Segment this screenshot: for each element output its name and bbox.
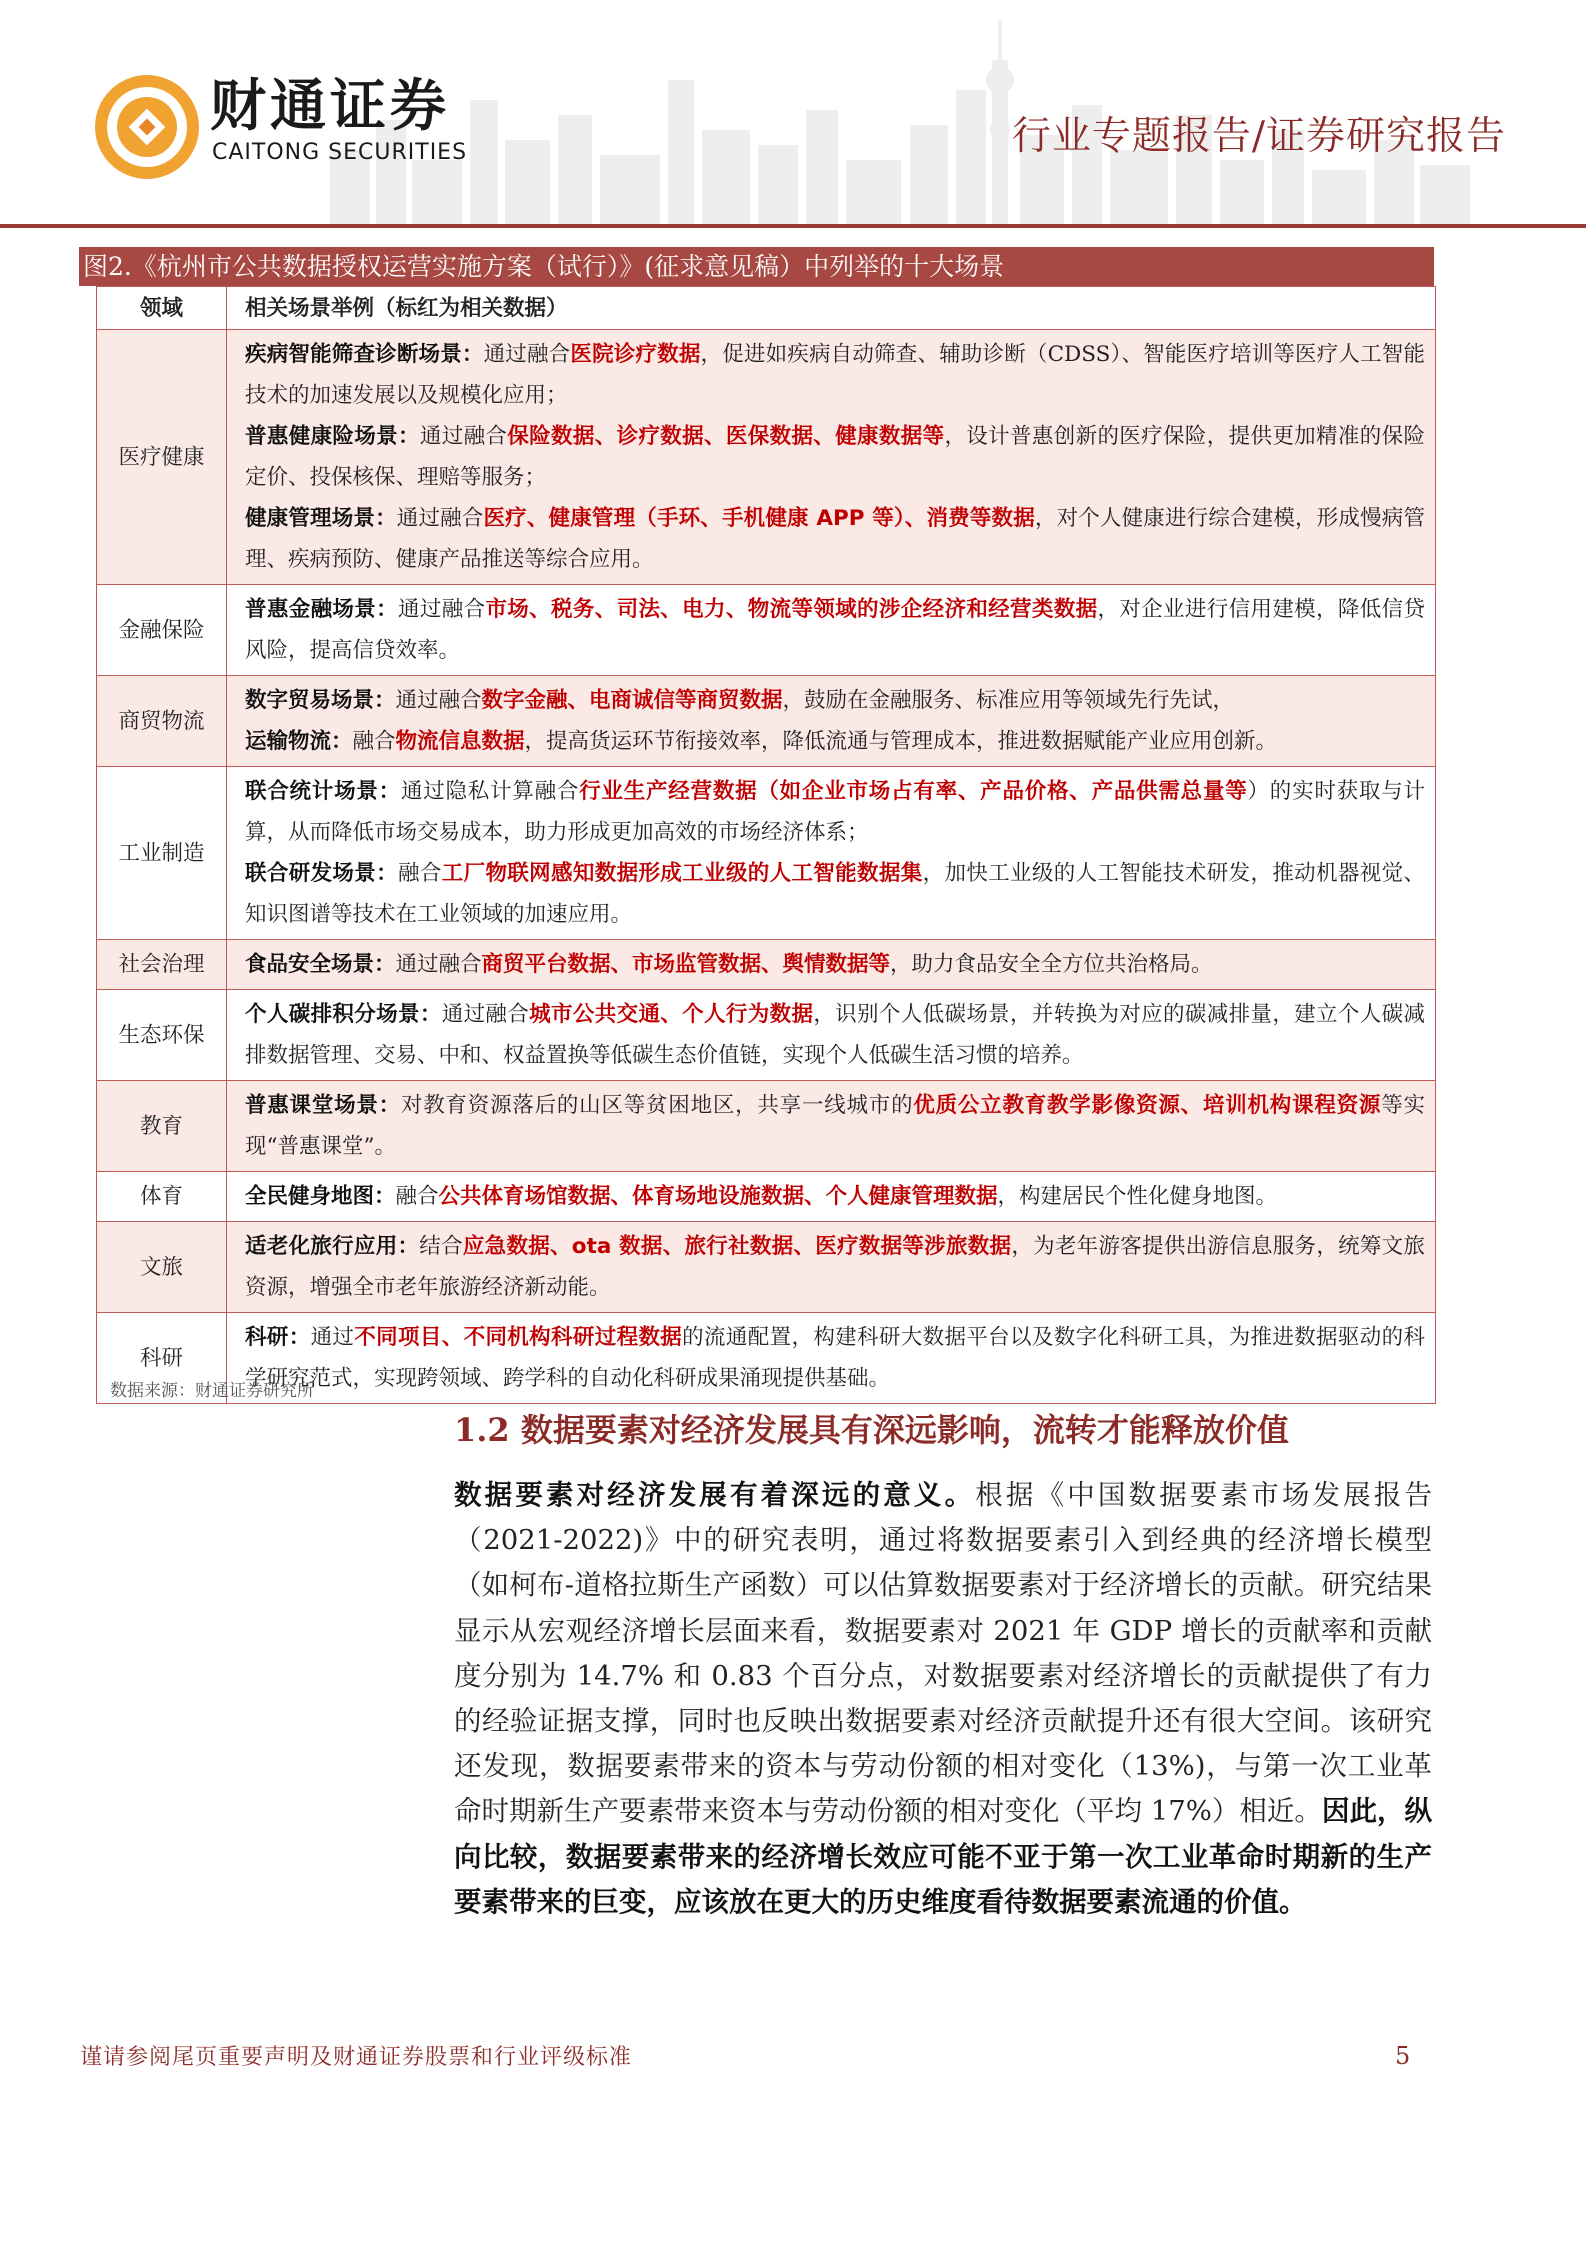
table-row — [97, 1172, 1436, 1222]
report-type: 行业专题报告/证券研究报告 — [1011, 114, 1506, 159]
scenario-paragraph — [245, 1226, 1425, 1308]
table-row — [97, 330, 1436, 585]
domain-cell: 社会治理 — [97, 940, 227, 990]
highlighted-data: 商贸平台数据、市场监管数据、舆情数据等 — [481, 952, 891, 977]
highlighted-data: 物流信息数据 — [395, 729, 525, 754]
table-header-row — [97, 287, 1436, 330]
scenario-label: 普惠健康险场景： — [245, 424, 420, 449]
scenario-cell — [227, 1313, 1436, 1404]
scenario-text: ，促进如疾病自动筛查、辅助诊断（CDSS）、智能医疗培训等医疗人工智能技术的加速发展以及规模化应用； — [245, 342, 1425, 408]
scenario-label: 疾病智能筛查诊断场景： — [245, 342, 484, 367]
table-row — [97, 1222, 1436, 1313]
body-bold-conclusion: 因此，纵向比较，数据要素带来的经济增长效应可能不亚于第一次工业革命时期新的生产要素带来的巨变，应该放在更大的历史维度看待数据要素流通的价值。 — [454, 1795, 1432, 1918]
scenario-table — [96, 286, 1436, 1404]
scenario-label: 运输物流： — [245, 729, 353, 754]
section-body — [454, 1473, 1432, 1925]
scenario-text: 通过融合 — [398, 597, 486, 622]
scenario-cell — [227, 1172, 1436, 1222]
highlighted-data: 保险数据、诊疗数据、医保数据、健康数据等 — [507, 424, 945, 449]
domain-cell: 金融保险 — [97, 585, 227, 676]
scenario-label: 科研： — [245, 1325, 311, 1350]
scenario-cell — [227, 676, 1436, 767]
brand-name-cn: 财通证券 — [210, 74, 450, 139]
scenario-paragraph — [245, 1176, 1425, 1217]
scenario-paragraph — [245, 498, 1425, 580]
body-bold-lead: 数据要素对经济发展有着深远的意义。 — [454, 1479, 976, 1511]
scenario-text: ，助力食品安全全方位共治格局。 — [890, 952, 1213, 977]
scenario-label: 健康管理场景： — [245, 506, 397, 531]
scenario-text: 融合 — [352, 729, 396, 754]
scenario-text: 的流通配置，构建科研大数据平台以及数字化科研工具，为推进数据驱动的科学研究范式，实现跨领域、跨学科的自动化科研成果涌现提供基础。 — [245, 1325, 1425, 1391]
brand-name-en: CAITONG SECURITIES — [212, 140, 468, 165]
scenario-label: 全民健身地图： — [245, 1184, 396, 1209]
scenario-text: ，为老年游客提供出游信息服务，统筹文旅资源，增强全市老年旅游经济新动能。 — [245, 1234, 1425, 1300]
scenario-paragraph — [245, 944, 1425, 985]
highlighted-data: 公共体育场馆数据、体育场地设施数据、个人健康管理数据 — [438, 1184, 998, 1209]
scenario-text: 通过 — [310, 1325, 355, 1350]
scenario-text: ，识别个人低碳场景，并转换为对应的碳减排量，建立个人碳减排数据管理、交易、中和、权益置换等低碳生态价值链，实现个人低碳生活习惯的培养。 — [245, 1002, 1425, 1068]
table-row — [97, 940, 1436, 990]
scenario-label: 普惠课堂场景： — [245, 1093, 401, 1118]
caitong-logo-icon — [92, 72, 202, 182]
scenario-label: 适老化旅行应用： — [245, 1234, 420, 1259]
highlighted-data: 优质公立教育教学影像资源、培训机构课程资源 — [913, 1093, 1382, 1118]
scenario-table-body — [97, 330, 1436, 1404]
scenario-cell — [227, 330, 1436, 585]
scenario-text: ，加快工业级的人工智能技术研发，推动机器视觉、知识图谱等技术在工业领域的加速应用。 — [245, 861, 1425, 927]
scenario-paragraph — [245, 853, 1425, 935]
domain-cell: 工业制造 — [97, 767, 227, 940]
column-header-scenario: 相关场景举例（标红为相关数据） — [227, 287, 1436, 330]
highlighted-data: 工厂物联网感知数据形成工业级的人工智能数据集 — [441, 861, 923, 886]
body-text: 根据《中国数据要素市场发展报告（2021-2022)》中的研究表明，通过将数据要素引入到经典的经济增长模型（如柯布-道格拉斯生产函数）可以估算数据要素对于经济增长的贡献。研究结果显示从宏观经济增长层面来看，数据要素对 2021 年 GDP 增长的贡献率和贡献度分别为 14.7% 和 0.83 个百分点，对数据要素对经济增长的贡献提供了有力的经验证据支撑，同时也反映出数据要素对经济贡献提升还有很大空间。该研究还发现，数据要素带来的资本与劳动份额的相对变化（13%)，与第一次工业革命时期新生产要素带来资本与劳动份额的相对变化（平均 17%）相近。 — [454, 1479, 1433, 1828]
scenario-text: ）的实时获取与计算，从而降低市场交易成本，助力形成更加高效的市场经济体系； — [245, 779, 1425, 845]
page-number: 5 — [1395, 2042, 1411, 2070]
scenario-paragraph — [245, 994, 1425, 1076]
scenario-cell — [227, 1081, 1436, 1172]
scenario-text: 融合 — [395, 1184, 439, 1209]
highlighted-data: 数字金融、电商诚信等商贸数据 — [481, 688, 783, 713]
scenario-text: 融合 — [398, 861, 442, 886]
scenario-cell — [227, 1222, 1436, 1313]
figure-source: 数据来源：财通证券研究所 — [110, 1381, 314, 1401]
highlighted-data: 应急数据、ota 数据、旅行社数据、医疗数据等涉旅数据 — [462, 1234, 1012, 1259]
table-row — [97, 767, 1436, 940]
scenario-text: 通过融合 — [483, 342, 571, 367]
scenario-text: 通过融合 — [395, 952, 482, 977]
scenario-text: 对教育资源落后的山区等贫困地区，共享一线城市的 — [400, 1093, 914, 1118]
domain-cell: 生态环保 — [97, 990, 227, 1081]
scenario-paragraph — [245, 1085, 1425, 1167]
scenario-paragraph — [245, 680, 1425, 721]
footer-disclaimer: 谨请参阅尾页重要声明及财通证券股票和行业评级标准 — [80, 2045, 633, 2070]
domain-cell: 教育 — [97, 1081, 227, 1172]
table-row — [97, 990, 1436, 1081]
scenario-text: 通过融合 — [441, 1002, 530, 1027]
scenario-label: 数字贸易场景： — [245, 688, 396, 713]
body-paragraph — [454, 1473, 1432, 1925]
highlighted-data: 行业生产经营数据（如企业市场占有率、产品价格、产品供需总量等 — [579, 779, 1248, 804]
highlighted-data: 不同项目、不同机构科研过程数据 — [354, 1325, 683, 1350]
scenario-label: 联合研发场景： — [245, 861, 399, 886]
scenario-text: 通过隐私计算融合 — [400, 779, 580, 804]
table-row — [97, 676, 1436, 767]
scenario-text: 结合 — [419, 1234, 463, 1259]
scenario-paragraph — [245, 589, 1425, 671]
domain-cell: 文旅 — [97, 1222, 227, 1313]
section-title: 1.2 数据要素对经济发展具有深远影响，流转才能释放价值 — [454, 1411, 1289, 1449]
highlighted-data: 城市公共交通、个人行为数据 — [529, 1002, 814, 1027]
scenario-label: 个人碳排积分场景： — [245, 1002, 442, 1027]
domain-cell: 商贸物流 — [97, 676, 227, 767]
table-row — [97, 1081, 1436, 1172]
scenario-text: ，构建居民个性化健身地图。 — [997, 1184, 1278, 1209]
scenario-text: ，鼓励在金融服务、标准应用等领域先行先试， — [782, 688, 1235, 713]
scenario-text: 等实现“普惠课堂”。 — [245, 1093, 1425, 1159]
scenario-text: ，对企业进行信用建模，降低信贷风险，提高信贷效率。 — [245, 597, 1425, 663]
scenario-text: ，对个人健康进行综合建模，形成慢病管理、疾病预防、健康产品推送等综合应用。 — [245, 506, 1425, 572]
page-header — [0, 0, 1586, 228]
scenario-text: ，设计普惠创新的医疗保险，提供更加精准的保险定价、投保核保、理赔等服务； — [245, 424, 1425, 490]
scenario-paragraph — [245, 721, 1425, 762]
figure-title: 图2.《杭州市公共数据授权运营实施方案（试行）》(征求意见稿）中列举的十大场景 — [79, 247, 1434, 286]
scenario-cell — [227, 940, 1436, 990]
scenario-label: 食品安全场景： — [245, 952, 396, 977]
scenario-cell — [227, 767, 1436, 940]
domain-cell: 体育 — [97, 1172, 227, 1222]
column-header-domain: 领域 — [97, 287, 227, 330]
scenario-label: 联合统计场景： — [245, 779, 401, 804]
scenario-paragraph — [245, 334, 1425, 416]
scenario-paragraph — [245, 416, 1425, 498]
domain-cell: 科研 — [97, 1313, 227, 1404]
highlighted-data: 医院诊疗数据 — [570, 342, 701, 367]
scenario-text: 通过融合 — [419, 424, 508, 449]
highlighted-data: 医疗、健康管理（手环、手机健康 APP 等）、消费等数据 — [483, 506, 1035, 531]
scenario-cell — [227, 990, 1436, 1081]
highlighted-data: 市场、税务、司法、电力、物流等领域的涉企经济和经营类数据 — [485, 597, 1098, 622]
table-row — [97, 585, 1436, 676]
scenario-text: ，提高货运环节衔接效率，降低流通与管理成本，推进数据赋能产业应用创新。 — [524, 729, 1278, 754]
scenario-cell — [227, 585, 1436, 676]
scenario-label: 普惠金融场景： — [245, 597, 399, 622]
scenario-text: 通过融合 — [395, 688, 482, 713]
scenario-text: 通过融合 — [396, 506, 484, 531]
domain-cell: 医疗健康 — [97, 330, 227, 585]
header-divider — [0, 224, 1586, 228]
scenario-paragraph — [245, 1317, 1425, 1399]
scenario-paragraph — [245, 771, 1425, 853]
